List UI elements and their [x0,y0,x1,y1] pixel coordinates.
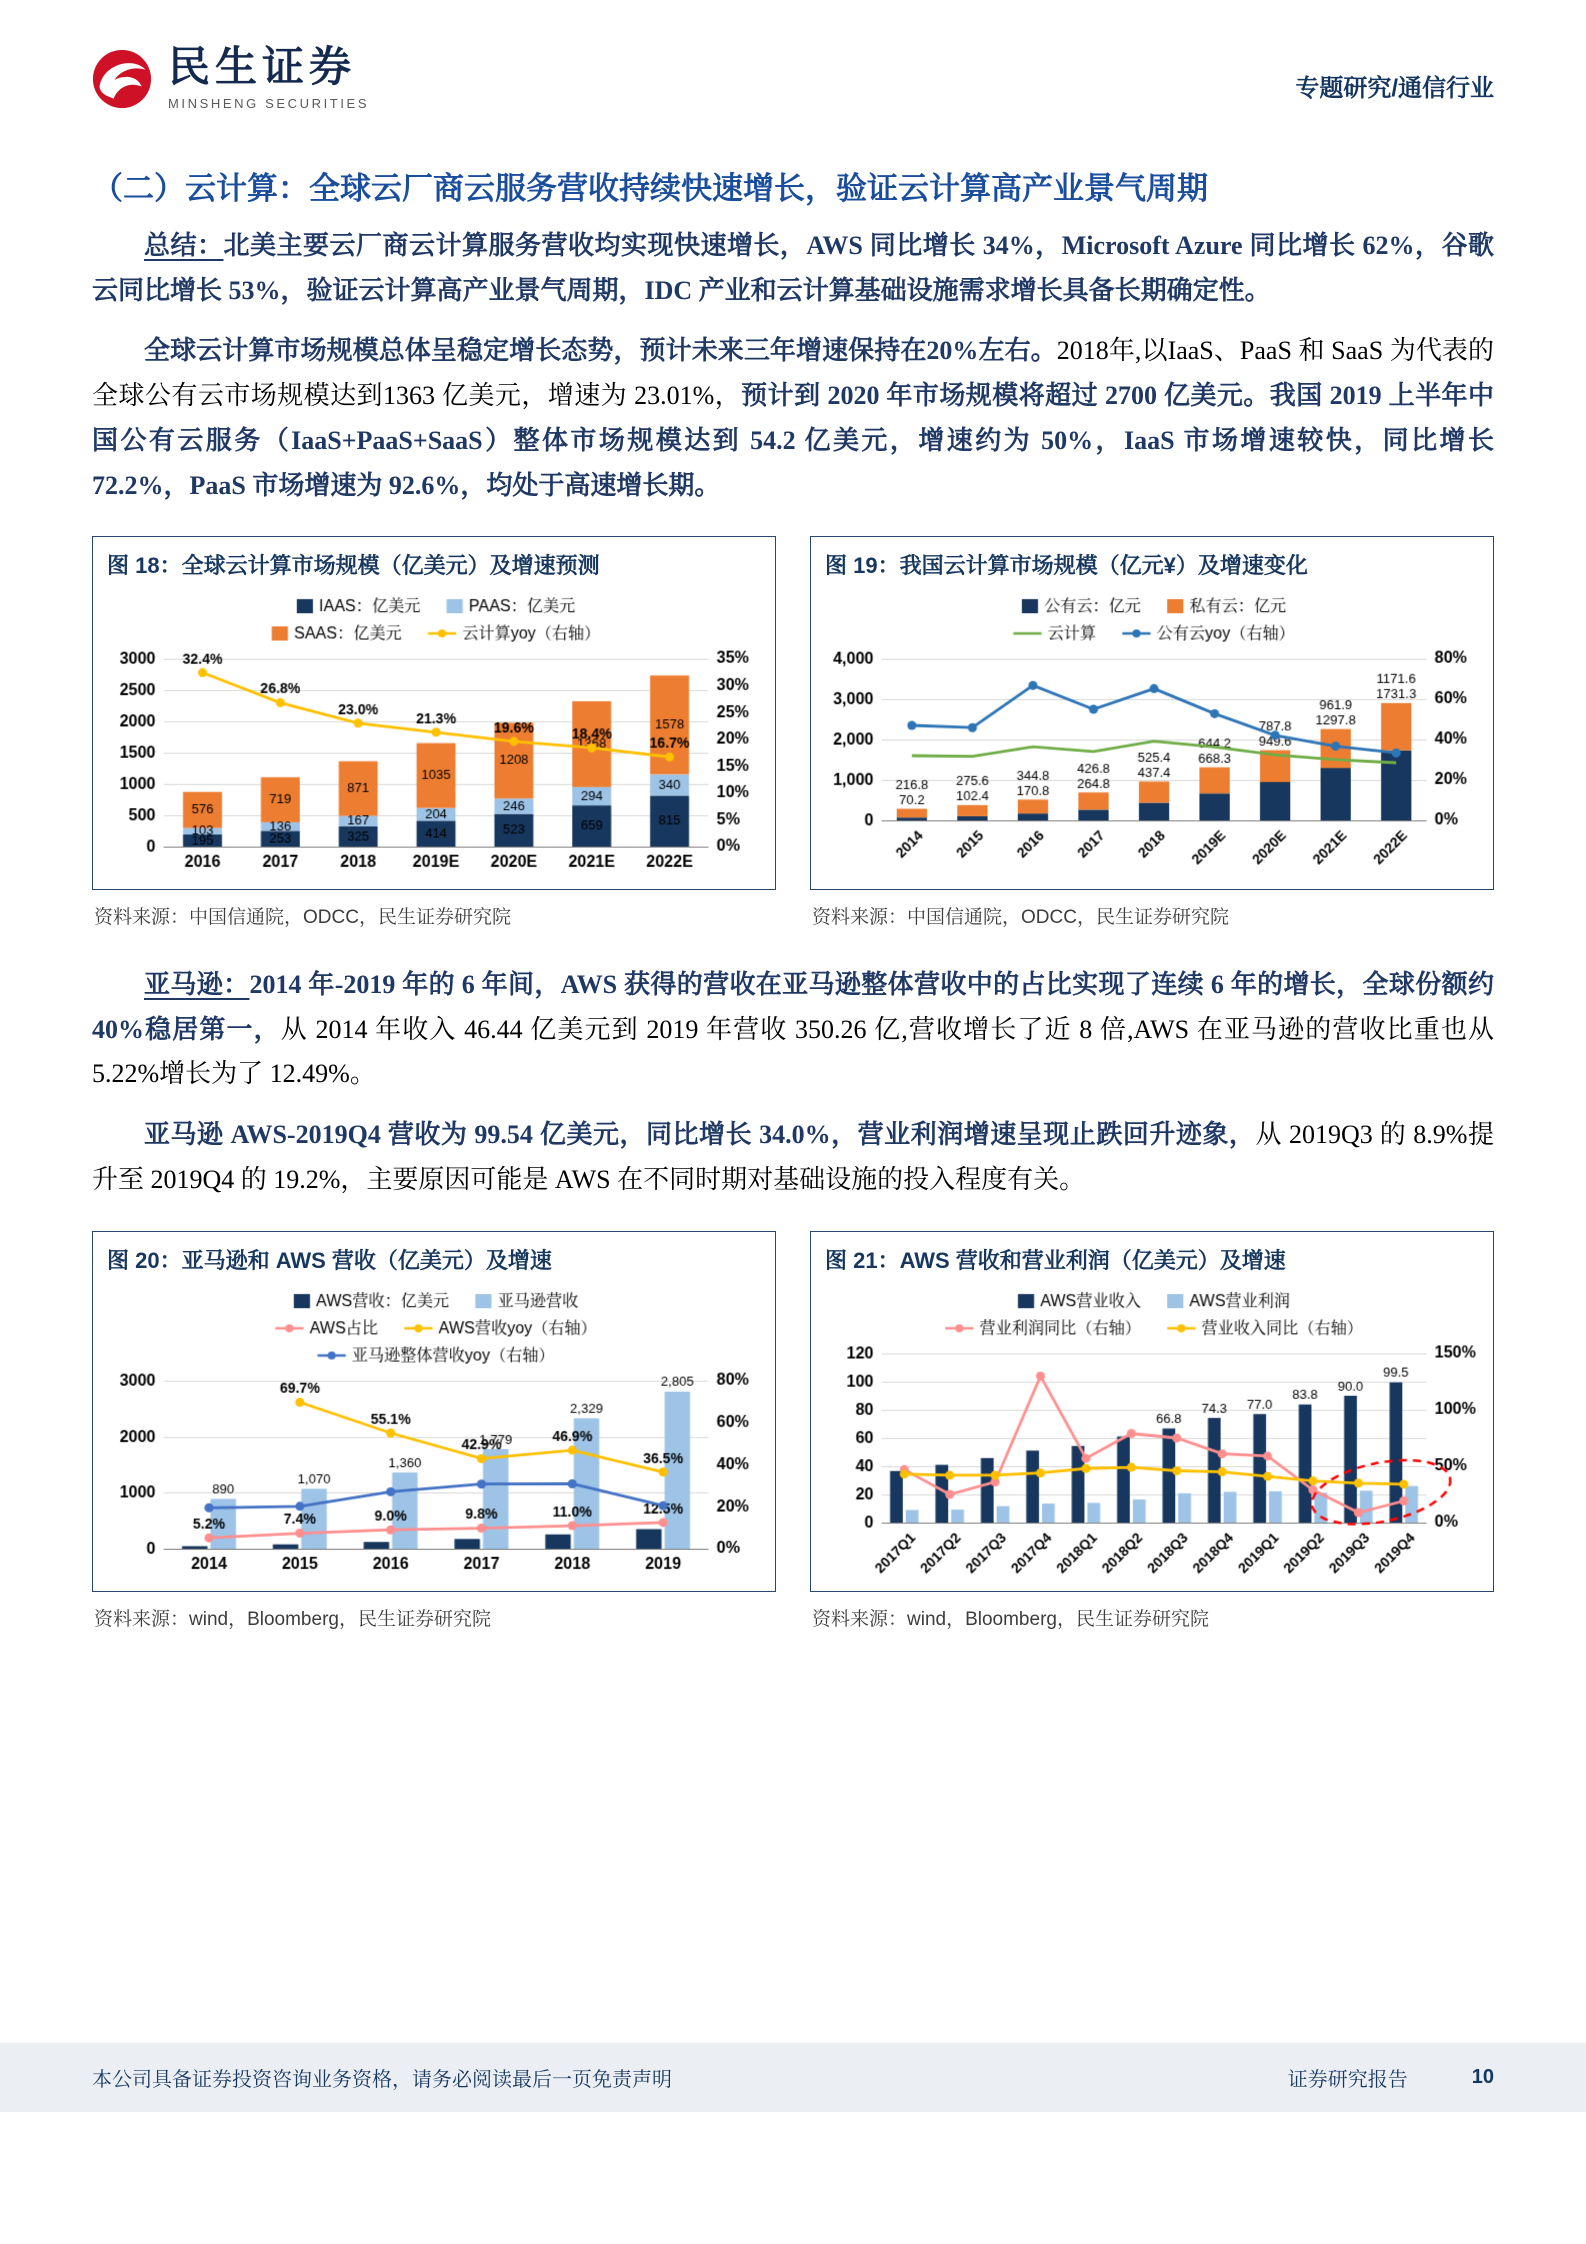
figure-19-title: 图 19：我国云计算市场规模（亿元¥）及增速变化 [825,553,1308,579]
amazon-paragraph: 亚马逊：2014 年-2019 年的 6 年间，AWS 获得的营收在亚马逊整体营收中的占比实现了连续 6 年的增长，全球份额约 40%稳居第一，从 2014 年收入 46.44 亿美元到 2019 年营收 350.26 亿,营收增长了近 8 倍,AWS 在亚马逊的营收比重也从 5.22%增长为了 12.49%。 [92,969,1494,1089]
figure-20-box [92,1231,776,1593]
figure-19 [810,536,1494,929]
section-heading: （二）云计算：全球云厂商云服务营收持续快速增长，验证云计算高产业景气周期 [92,171,1208,206]
footer-disclaimer: 本公司具备证券投资咨询业务资格，请务必阅读最后一页免责声明 [92,2069,672,2091]
figure-18-title: 图 18：全球云计算市场规模（亿美元）及增速预测 [107,553,600,579]
figure-21-box [810,1231,1494,1593]
brand-name-en: MINSHENG SECURITIES [168,96,370,111]
figure-21-title: 图 21：AWS 营收和营业利润（亿美元）及增速 [825,1247,1286,1273]
figure-20-source: 资料来源：wind，Bloomberg，民生证券研究院 [94,1609,491,1631]
report-topic: 专题研究/通信行业 [1295,75,1494,102]
footer-page-number: 10 [1471,2066,1494,2088]
minsheng-logo-icon [92,49,152,109]
figure-18-box [92,536,776,890]
figure-18 [92,536,776,929]
brand-text [168,43,370,111]
market-size-paragraph: 全球云计算市场规模总体呈稳定增长态势，预计未来三年增速保持在20%左右。2018年,以IaaS、PaaS 和 SaaS 为代表的全球公有云市场规模达到1363 亿美元，增速为 23.01%，预计到 2020 年市场规模将超过 2700 亿美元。我国 2019 上半年中国公有云服务（IaaS+PaaS+SaaS）整体市场规模达到 54.2 亿美元，增速约为 50%，IaaS 市场增速较快，同比增长 72.2%，PaaS 市场增速为 92.6%，均处于高速增长期。 [92,336,1494,500]
figure-19-source: 资料来源：中国信通院，ODCC，民生证券研究院 [812,906,1229,928]
brand-name: 民生证券 [168,43,357,90]
figure-19-box [810,536,1494,890]
figure-20 [92,1231,776,1632]
figure-18-chart [101,590,767,885]
figure-row-2 [92,1231,1494,1632]
figure-19-chart [819,590,1485,885]
footer-report-type: 证券研究报告 [1287,2069,1408,2091]
figure-row-1 [92,536,1494,929]
figure-20-chart [101,1285,767,1588]
figure-20-title: 图 20：亚马逊和 AWS 营收（亿美元）及增速 [107,1247,552,1273]
aws-q4-paragraph: 亚马逊 AWS-2019Q4 营收为 99.54 亿美元，同比增长 34.0%，营业利润增速呈现止跌回升迹象，从 2019Q3 的 8.9%提升至 2019Q4 的 19.2%，主要原因可能是 AWS 在不同时期对基础设施的投入程度有关。 [92,1120,1494,1194]
summary-paragraph: 总结：北美主要云厂商云计算服务营收均实现快速增长，AWS 同比增长 34%，Microsoft Azure 同比增长 62%，谷歌云同比增长 53%，验证云计算高产业景气周期，IDC 产业和云计算基础设施需求增长具备长期确定性。 [92,231,1494,305]
figure-21-chart [819,1285,1485,1588]
figure-18-source: 资料来源：中国信通院，ODCC，民生证券研究院 [94,906,511,928]
brand-logo [92,43,370,111]
page-footer [0,2043,1586,2112]
figure-21-source: 资料来源：wind，Bloomberg，民生证券研究院 [812,1609,1209,1631]
figure-21 [810,1231,1494,1632]
page-header [92,0,1494,111]
